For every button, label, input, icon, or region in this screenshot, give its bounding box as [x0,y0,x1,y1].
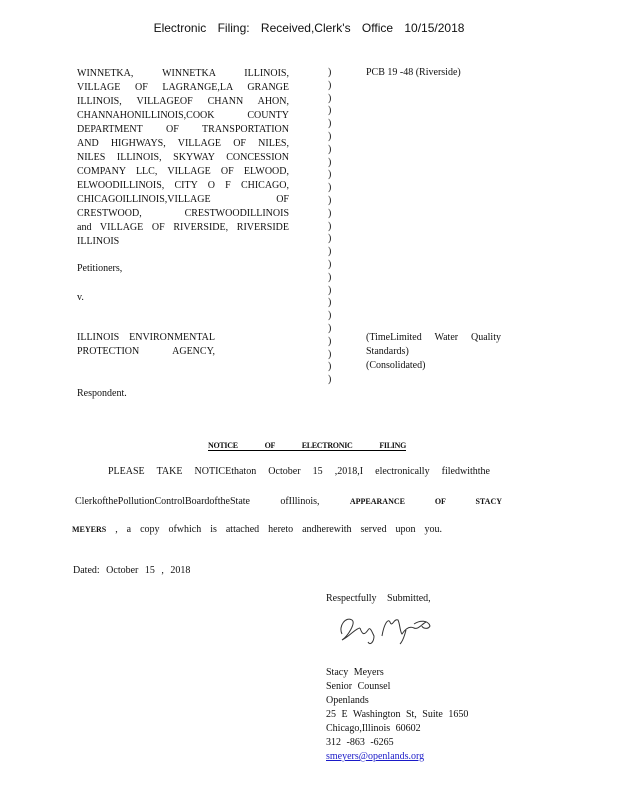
notice-body-text: , a copy ofwhich is attached hereto andherewith served upon you. [115,524,442,535]
petitioners-list [77,67,289,249]
notice-body-line-2 [75,496,502,507]
document-title-part-2: MEYERS [72,525,107,534]
petitioner-line: CRESTWOOD, CRESTWOODILLINOIS [77,208,289,219]
case-type-line: (Consolidated) [366,360,426,371]
respondent-name [77,331,215,359]
petitioner-line: COMPANY LLC, VILLAGE OF ELWOOD, [77,166,289,177]
notice-body-line-3 [72,524,442,535]
petitioners-label: Petitioners, [77,263,123,274]
case-type-line: (TimeLimited Water Quality [366,332,501,343]
caption-bracket-column: ) ) ) ) ) ) ) ) ) ) ) ) ) ) ) ) ) ) ) ) ) ) ) ) ) [328,67,332,386]
petitioner-line: DEPARTMENT OF TRANSPORTATION [77,124,289,135]
date-line: Dated: October 15 , 2018 [73,565,191,576]
respondent-line: PROTECTION AGENCY, [77,346,215,357]
phone-number: 312 -863 -6265 [326,737,394,748]
closing-line: Respectfully Submitted, [326,593,431,604]
city-state-zip: Chicago,Illinois 60602 [326,723,421,734]
attorney-contact-block [326,666,468,750]
petitioner-line: ILLINOIS, VILLAGEOF CHANN AHON, [77,96,289,107]
attorney-title: Senior Counsel [326,681,391,692]
document-title-part-1: APPEARANCE OF STACY [349,497,503,506]
filing-stamp-header: Electronic Filing: Received,Clerk's Office 10/15/2018 [153,21,465,35]
signature-icon [330,606,440,648]
notice-body-text: ClerkofthePollutionControlBoardoftheState ofIllinois, [75,496,320,507]
versus-label: v. [77,292,84,303]
notice-title: NOTICE OF ELECTRONIC FILING [208,441,406,450]
petitioner-line: WINNETKA, WINNETKA ILLINOIS, [77,68,289,79]
petitioner-line: NILES ILLINOIS, SKYWAY CONCESSION [77,152,289,163]
petitioner-line: ELWOODILLINOIS, CITY O F CHICAGO, [77,180,289,191]
respondent-line: ILLINOIS ENVIRONMENTAL [77,332,215,343]
attorney-name: Stacy Meyers [326,667,384,678]
email-link[interactable]: smeyers@openlands.org [326,751,425,762]
notice-body-line-1: PLEASE TAKE NOTICEthaton October 15 ,2018,I electronically filedwiththe [108,466,490,477]
street-address: 25 E Washington St, Suite 1650 [326,709,469,720]
petitioner-line: CHANNAHONILLINOIS,COOK COUNTY [77,110,289,121]
petitioner-line: ILLINOIS [77,236,120,247]
petitioner-line: and VILLAGE OF RIVERSIDE, RIVERSIDE [77,222,289,233]
petitioner-line: CHICAGOILLINOIS,VILLAGE OF [77,194,289,205]
signature-image [330,606,440,651]
organization-name: Openlands [326,695,369,706]
petitioner-line: VILLAGE OF LAGRANGE,LA GRANGE [77,82,289,93]
petitioner-line: AND HIGHWAYS, VILLAGE OF NILES, [77,138,289,149]
respondent-label: Respondent. [77,388,127,399]
case-type [366,331,501,373]
case-type-line: Standards) [366,346,409,357]
case-number: PCB 19 -48 (Riverside) [366,67,461,78]
